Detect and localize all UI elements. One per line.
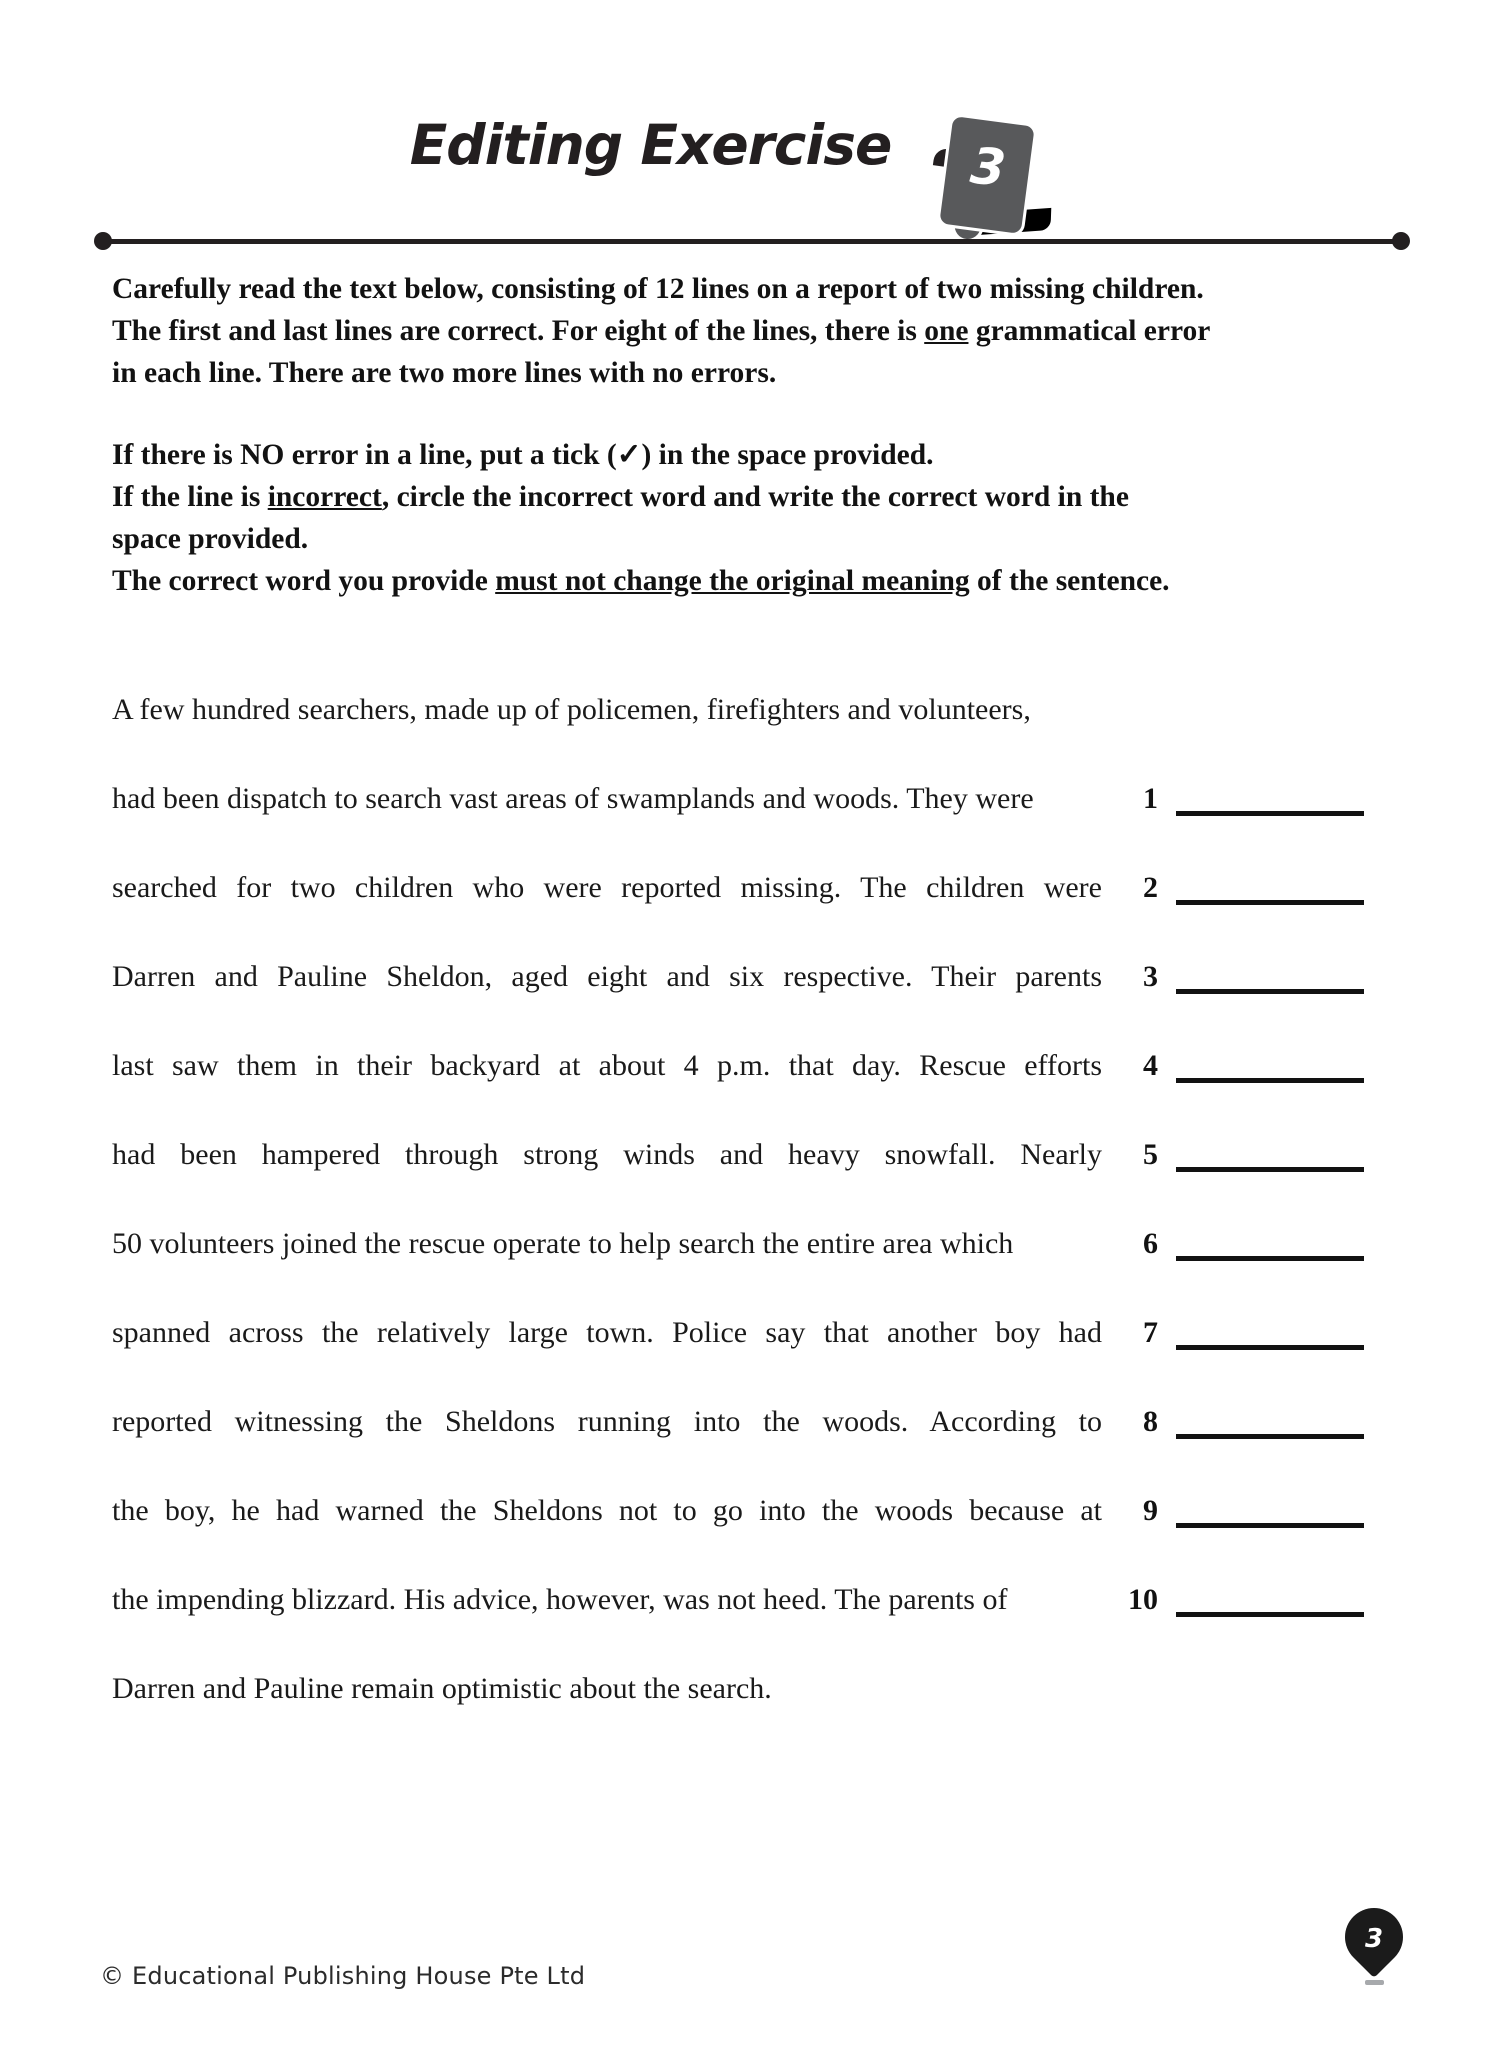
passage-line-number: 9 <box>1143 1494 1158 1527</box>
instruction-line-2-emphasis: one <box>924 315 969 347</box>
answer-blank-line[interactable] <box>1176 1345 1364 1350</box>
passage-line-text: had been hampered through strong winds and heavy snowfall. Nearly <box>112 1138 1102 1171</box>
passage-line-text: reported witnessing the Sheldons running into the woods. According to <box>112 1405 1102 1438</box>
passage-line-text: the impending blizzard. His advice, however, was not heed. The parents of <box>112 1583 1008 1616</box>
passage-line-number: 10 <box>1128 1583 1158 1616</box>
answer-blank-line[interactable] <box>1176 900 1364 905</box>
passage-line-number: 1 <box>1143 782 1158 815</box>
passage-row <box>112 1135 1382 1224</box>
instruction-line-7-post: of the sentence. <box>969 565 1170 597</box>
passage-line-number: 6 <box>1143 1227 1158 1260</box>
answer-blank-line[interactable] <box>1176 811 1364 816</box>
answer-blank-line[interactable] <box>1176 1434 1364 1439</box>
passage-line-text: spanned across the relatively large town. Police say that another boy had <box>112 1316 1102 1349</box>
answer-blank-line[interactable] <box>1176 1256 1364 1261</box>
instruction-line-7-pre: The correct word you provide <box>112 565 496 597</box>
passage-row <box>112 1580 1382 1669</box>
instruction-line-1: Carefully read the text below, consisting of 12 lines on a report of two missing children. <box>112 273 1204 305</box>
passage-row <box>112 779 1382 868</box>
instruction-line-5-post: , circle the incorrect word and write the correct word in the <box>381 481 1129 513</box>
passage-row <box>112 690 1382 779</box>
passage-row <box>112 1402 1382 1491</box>
header-divider <box>95 238 1409 244</box>
passage-line-text: A few hundred searchers, made up of policemen, firefighters and volunteers, <box>112 693 1031 726</box>
instruction-line-7-emphasis: must not change the original meaning <box>495 565 970 597</box>
passage-row <box>112 957 1382 1046</box>
page-number-pin <box>1345 1908 1403 1986</box>
instruction-line-4: If there is NO error in a line, put a tick (✓) in the space provided. <box>112 439 934 471</box>
instruction-line-2-post: grammatical error <box>968 315 1211 347</box>
passage-line-text: the boy, he had warned the Sheldons not to go into the woods because at <box>112 1494 1102 1527</box>
divider-line <box>104 239 1400 244</box>
passage-row <box>112 1046 1382 1135</box>
instructions-spacer <box>112 394 1380 434</box>
passage-line-number: 7 <box>1143 1316 1158 1349</box>
page-number-label: 3 <box>1364 1924 1384 1954</box>
passage-row <box>112 1224 1382 1313</box>
instruction-line-5 <box>112 476 1380 518</box>
instruction-line-2 <box>112 310 1380 352</box>
page-header <box>0 55 1497 205</box>
passage-line-text: 50 volunteers joined the rescue operate to help search the entire area which <box>112 1227 1014 1260</box>
answer-blank-line[interactable] <box>1176 1612 1364 1617</box>
passage-row <box>112 1491 1382 1580</box>
instructions-block <box>112 268 1380 602</box>
passage-line-text: searched for two children who were reported missing. The children were <box>112 871 1102 904</box>
passage-row <box>112 1313 1382 1402</box>
instruction-line-5-pre: If the line is <box>112 481 268 513</box>
answer-blank-line[interactable] <box>1176 1523 1364 1528</box>
passage-line-text: had been dispatch to search vast areas of swamplands and woods. They were <box>112 782 1034 815</box>
instruction-line-6: space provided. <box>112 523 309 555</box>
instruction-line-2-pre: The first and last lines are correct. For eight of the lines, there is <box>112 315 925 347</box>
passage-line-number: 4 <box>1143 1049 1158 1082</box>
instruction-line-3: in each line. There are two more lines with no errors. <box>112 357 777 389</box>
passage-line-number: 8 <box>1143 1405 1158 1438</box>
passage-row <box>112 868 1382 957</box>
copyright-notice: © Educational Publishing House Pte Ltd <box>100 1962 586 1990</box>
pin-base-icon <box>1365 1980 1384 1985</box>
passage-line-text: Darren and Pauline Sheldon, aged eight and six respective. Their parents <box>112 960 1102 993</box>
instruction-line-5-emphasis: incorrect <box>267 481 382 513</box>
divider-dot-right-icon <box>1392 232 1410 250</box>
passage-line-number: 3 <box>1143 960 1158 993</box>
passage-line-text: last saw them in their backyard at about 4 p.m. that day. Rescue efforts <box>112 1049 1102 1082</box>
passage-line-text: Darren and Pauline remain optimistic about the search. <box>112 1672 772 1705</box>
page-title: Editing Exercise <box>409 113 892 177</box>
passage-row <box>112 1669 1382 1758</box>
answer-blank-line[interactable] <box>1176 1167 1364 1172</box>
passage-line-number: 2 <box>1143 871 1158 904</box>
passage-line-number: 5 <box>1143 1138 1158 1171</box>
answer-blank-line[interactable] <box>1176 1078 1364 1083</box>
badge-number-label: 3 <box>967 136 1009 198</box>
instruction-line-7 <box>112 560 1380 602</box>
badge-card <box>939 116 1034 234</box>
answer-blank-line[interactable] <box>1176 989 1364 994</box>
passage-block <box>112 690 1382 1758</box>
